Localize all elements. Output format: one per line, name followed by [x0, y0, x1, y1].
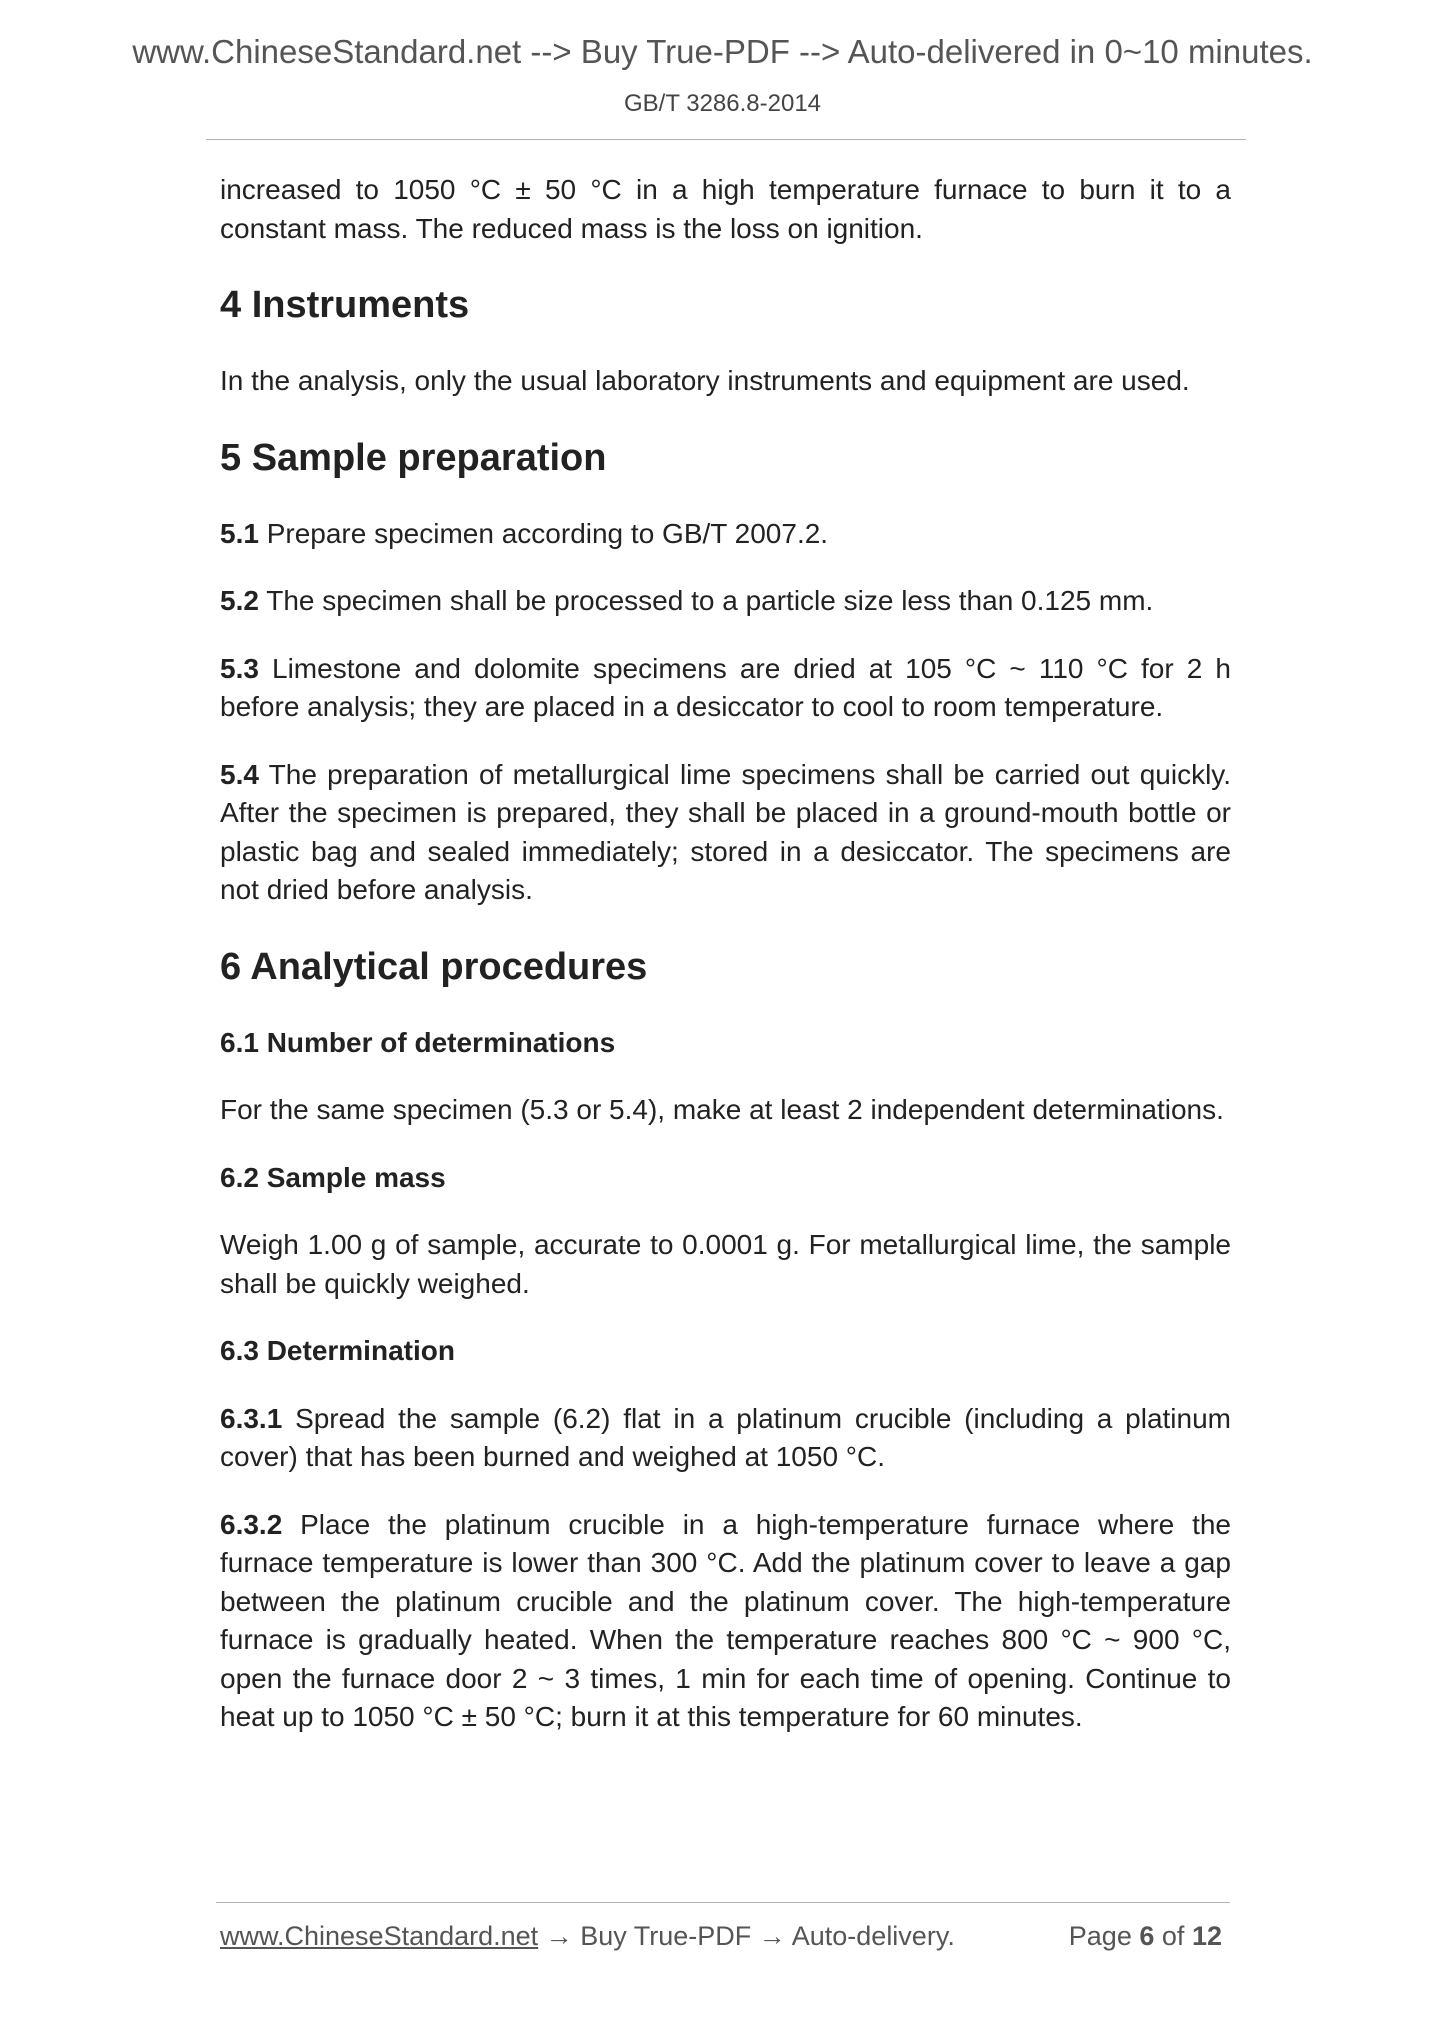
page-indicator — [1069, 1918, 1222, 1954]
clause-5-3 — [220, 650, 1231, 727]
clause-number: 5.1 — [220, 517, 259, 549]
section-4-heading: 4 Instruments — [220, 284, 470, 326]
page-total: 12 — [1191, 1921, 1222, 1951]
top-banner: www.ChineseStandard.net --> Buy True-PDF --> Auto-delivered in 0~10 minutes. — [132, 33, 1313, 70]
clause-text: Spread the sample (6.2) flat in a platinum crucible (including a platinum cover) that has been burned and weighed at 1050 °C. — [220, 1402, 1231, 1472]
clause-text: Prepare specimen according to GB/T 2007.2. — [258, 517, 829, 549]
section-5-heading: 5 Sample preparation — [220, 436, 607, 479]
page-footer — [220, 1918, 1230, 1954]
subsection-6-3-heading: 6.3 Determination — [220, 1335, 455, 1366]
subsection-6-1-paragraph: For the same specimen (5.3 or 5.4), make at least 2 independent determinations. — [220, 1094, 1224, 1125]
subsection-6-1-heading: 6.1 Number of determinations — [220, 1026, 616, 1058]
clause-text: The preparation of metallurgical lime specimens shall be carried out quickly. After the specimen is prepared, they shall be placed in a ground-mouth bottle or plastic bag and sealed immediately; stored in a desiccator. The specimens are not dried before analysis. — [220, 758, 1231, 905]
standard-code: GB/T 3286.8-2014 — [623, 90, 822, 117]
clause-6-3-2 — [220, 1506, 1231, 1737]
clause-number: 5.3 — [220, 652, 259, 684]
footer-site-link[interactable]: www.ChineseStandard.net — [220, 1921, 539, 1951]
clause-5-1 — [220, 515, 1231, 554]
clause-text: Limestone and dolomite specimens are dried at 105 °C ~ 110 °C for 2 h before analysis; they are placed in a desiccator to cool to room temperature. — [220, 652, 1231, 722]
subsection-6-2-heading: 6.2 Sample mass — [220, 1161, 446, 1193]
footer-tagline: → Buy True-PDF → Auto-delivery. — [538, 1921, 955, 1951]
clause-number: 6.3.1 — [220, 1402, 283, 1434]
intro-paragraph: increased to 1050 °C ± 50 °C in a high temperature furnace to burn it to a constant mass. The reduced mass is the loss on ignition. — [220, 174, 1231, 244]
footer-divider — [216, 1902, 1230, 1903]
page-current: 6 — [1139, 1921, 1155, 1951]
header-divider — [206, 139, 1246, 140]
clause-number: 6.3.2 — [220, 1508, 283, 1540]
clause-number: 5.2 — [220, 585, 259, 616]
section-4-paragraph: In the analysis, only the usual laboratory instruments and equipment are used. — [220, 365, 1190, 396]
clause-text: The specimen shall be processed to a particle size less than 0.125 mm. — [258, 585, 1154, 616]
document-body — [220, 171, 1231, 1737]
section-6-heading: 6 Analytical procedures — [220, 945, 648, 988]
clause-6-3-1 — [220, 1400, 1231, 1477]
clause-5-2 — [220, 582, 1231, 621]
clause-number: 5.4 — [220, 758, 259, 790]
clause-5-4 — [220, 756, 1231, 910]
subsection-6-2-paragraph: Weigh 1.00 g of sample, accurate to 0.0001 g. For metallurgical lime, the sample shall be quickly weighed. — [220, 1229, 1231, 1299]
clause-text: Place the platinum crucible in a high-temperature furnace where the furnace temperature is lower than 300 °C. Add the platinum cover to leave a gap between the platinum crucible and the platinum cover. The high-temperature furnace is gradually heated. When the temperature reaches 800 °C ~ 900 °C, open the furnace door 2 ~ 3 times, 1 min for each time of opening. Continue to heat up to 1050 °C ± 50 °C; burn it at this temperature for 60 minutes. — [220, 1508, 1231, 1732]
page-of: of — [1161, 1921, 1185, 1951]
page-label: Page — [1068, 1921, 1132, 1951]
